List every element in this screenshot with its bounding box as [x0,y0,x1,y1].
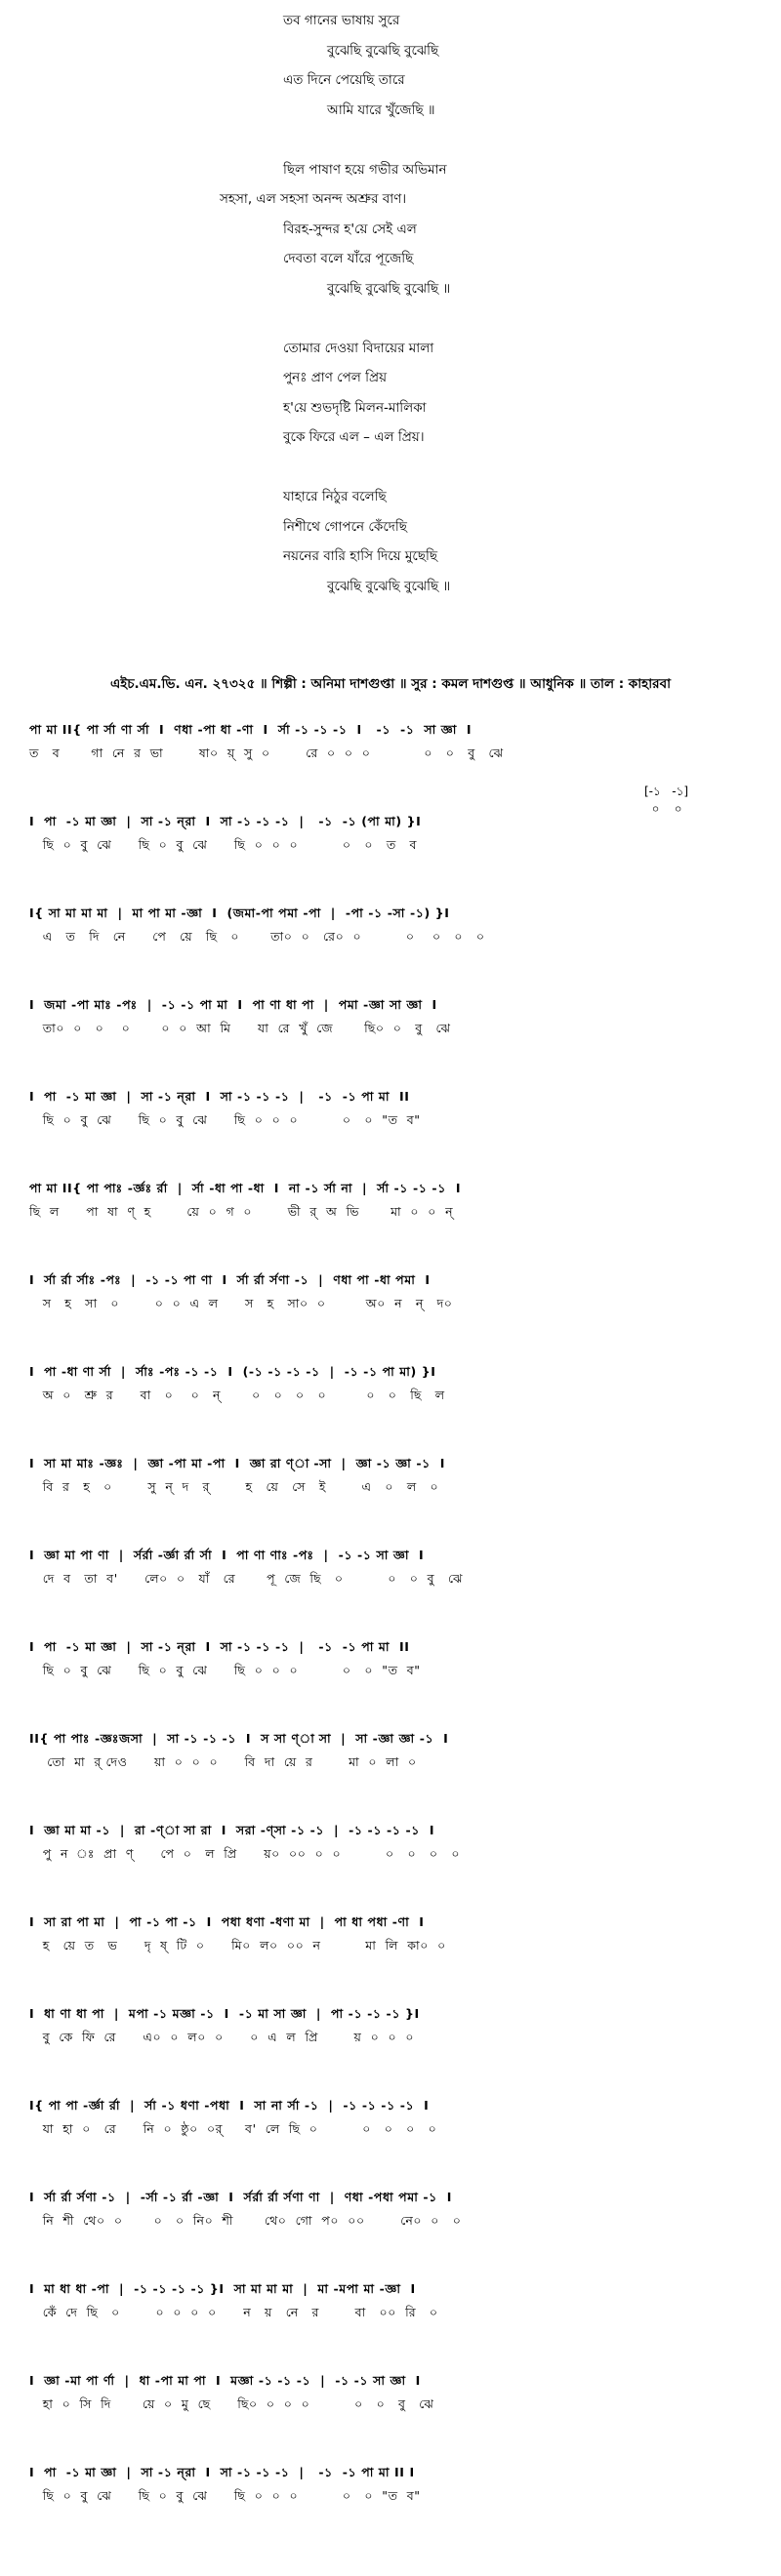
notation-row [0,997,781,1056]
notation-row [0,2373,781,2432]
notation-row [0,1548,781,1606]
swara-line: I জমা -পা মাঃ -পঃ | -১ -১ পা মা I পা ণা ধা পা | পমা -জ্ঞা সা জ্ঞা I [29,997,437,1012]
lyric-line: ছিল পাষাণ হয়ে গভীর অভিমান [283,161,447,178]
notation-row [0,1089,781,1147]
notation-row [0,906,781,964]
bani-line: যা হা ০ রে নি ০ ষ্ঠু০ ০র্ ব' লে ছি ০ ০ ০ ০ ০ [29,2121,437,2136]
notation-row [0,1456,781,1514]
bani-line: পু ন ঃ প্রা ণ্ পে ০ ল প্রি য়০ ০০ ০ ০ ০ ০ ০ ০ [29,1846,461,1861]
notation-row [0,722,781,781]
bani-line: ছি ০ বু ঝে ছি ০ বু ঝে ছি ০ ০ ০ ০ ০ ত ব [29,837,418,852]
swara-line: I{ সা মা মা মা | মা পা মা -জ্ঞা I (জমা-পা পমা -পা | -পা -১ -সা -১) }I [29,906,450,920]
notation-row [0,2281,781,2340]
lyric-line: পুনঃ প্রাণ পেল প্রিয় [283,370,388,385]
bani-line: স হ সা ০ ০ ০ এ ল স হ সা০ ০ অ০ ন ন্ দ০ [29,1296,453,1310]
swara-line: I র্সা র্রা র্সাঃ -পঃ | -১ -১ পা ণা I র্সা র্রা র্সণা -১ | ণধা পা -ধা পমা I [29,1272,431,1287]
lyric-line: যাহারে নিঠুর বলেছি [283,489,387,504]
bani-line: দে ব তা ব' লে০ ০ যাঁ রে পূ জে ছি ০ ০ ০ বু ঝে [29,1571,464,1586]
bani-line: কেঁ দে ছি ০ ০ ০ ০ ০ ন য় নে র বা ০০ রি ০ [29,2305,438,2319]
swara-line: I পা -ধা ণা র্সা | র্সাঃ -পঃ -১ -১ I (-১ -১ -১ -১ | -১ -১ পা মা) }I [29,1364,436,1379]
notation-row [0,1639,781,1698]
lyric-line: এত দিনে পেয়েছি তারে [283,72,405,88]
lyric-line: হ'য়ে শুভদৃষ্টি মিলন-মালিকা [283,399,427,416]
song-credit-line: এইচ.এম.ভি. এন. ২৭৩২৫ ॥ শিল্পী : অনিমা দাশগুপ্তা ॥ সুর : কমল দাশগুপ্ত ॥ আধুনিক ॥ তাল : কাহারবা [109,676,672,692]
bani-line: বি র হ ০ সু ন্ দ র্ হ য়ে সে ই এ ০ ল ০ [29,1479,439,1494]
bani-line: হা ০ সি দি য়ে ০ মু ছে ছি০ ০ ০ ০ ০ ০ বু ঝে [29,2396,434,2411]
lyric-line: বুঝেছি বুঝেছি বুঝেছি ॥ [327,280,451,297]
swara-line: I ধা ণা ধা পা | মপা -১ মজ্ঞা -১ I -১ মা সা জ্ঞা | পা -১ -১ -১ }I [29,2006,420,2021]
swara-line: I পা -১ মা জ্ঞা | সা -১ ন্‌রা I সা -১ -১ -১ | -১ -১ পা মা II I [29,2465,415,2479]
lyric-line: বুঝেছি বুঝেছি বুঝেছি [327,42,439,59]
bani-line: অ ০ শ্রু র বা ০ ০ ন্ ০ ০ ০ ০ ০ ০ ছি ল [29,1388,445,1402]
lyric-line: তব গানের ভাষায় সুরে [283,13,400,28]
swara-line: পা মা II{ পা পাঃ -র্জ্ঞঃ র্রা | র্সা -ধা পা -ধা I না -১ র্সা না | র্সা -১ -১ -১ I [29,1181,462,1195]
swara-line: I{ পা পা -র্জ্ঞা র্রা | র্সা -১ ধণা -পধা I সা না র্সা -১ | -১ -১ -১ -১ I [29,2098,430,2113]
notation-row [0,2006,781,2065]
lyric-line: নিশীথে গোপনে কেঁদেছি [283,518,407,535]
swara-line: I পা -১ মা জ্ঞা | সা -১ ন্‌রা I সা -১ -১ -১ | -১ -১ পা মা II [29,1089,410,1104]
bani-line: ছি ০ বু ঝে ছি ০ বু ঝে ছি ০ ০ ০ ০ ০ "ত ব" [29,1112,421,1127]
bani-line: তা০ ০ ০ ০ ০ ০ আ মি যা রে খুঁ জে ছি০ ০ বু ঝে [29,1021,451,1035]
swara-line: II{ পা পাঃ -জ্ঞঃজসা | সা -১ -১ -১ I স সা ণ্‌া সা | সা -জ্ঞা জ্ঞা -১ I [29,1731,449,1746]
bani-line: ছি ল পা ষা ণ্ হ য়ে ০ গ ০ ভী র্ অ ভি মা ০ ০ ন্ [29,1204,454,1219]
swara-line: I মা ধা ধা -পা | -১ -১ -১ -১ }I সা মা মা মা | মা -মপা মা -জ্ঞা I [29,2281,416,2296]
swara-line: I পা -১ মা জ্ঞা | সা -১ ন্‌রা I সা -১ -১ -১ | -১ -১ পা মা II [29,1639,410,1654]
bani-line: ত ব গা নে র ভা ষা০ য়্ সু ০ রে ০ ০ ০ ০ ০ বু ঝে [29,745,504,760]
bani-line: ছি ০ বু ঝে ছি ০ বু ঝে ছি ০ ০ ০ ০ ০ "ত ব" [29,2488,421,2503]
notation-row [0,2190,781,2248]
bani-line: হ য়ে ত ভ দৃ ষ্ টি ০ মি০ ল০ ০০ ন মা লি কা০ ০ [29,1938,446,1952]
swara-line: পা মা II{ পা র্সা ণা র্সা I ণধা -পা ধা -ণা I র্সা -১ -১ -১ I -১ -১ সা জ্ঞা I [29,722,473,737]
notation-row [0,1914,781,1973]
bani-line: বু কে ফি রে এ০ ০ ল০ ০ ০ এ ল প্রি য় ০ ০ ০ [29,2030,415,2044]
lyric-line: আমি যারে খুঁজেছি ॥ [327,101,435,118]
bani-line: এ ত দি নে পে য়ে ছি ০ তা০ ০ রে০ ০ ০ ০ ০ ০ [29,929,485,944]
alternate-notation: [-১ -১] ০ ০ [644,785,689,816]
lyric-line: তোমার দেওয়া বিদায়ের মালা [283,340,434,356]
notation-row [0,1364,781,1423]
swara-line: I জ্ঞা মা পা ণা | র্সর্রা -র্জ্ঞা র্রা র্সা I পা ণা ণাঃ -পঃ | -১ -১ সা জ্ঞা I [29,1548,425,1562]
notation-row [0,2098,781,2156]
notation-row [0,785,781,872]
lyric-line: দেবতা বলে যাঁরে পূজেছি [283,251,414,266]
bani-line: নি শী থে০ ০ ০ ০ নি০ শী থে০ গো প০ ০০ নে০ ০ ০ [29,2213,462,2228]
notation-row [0,1731,781,1790]
lyric-line: সহসা, এল সহসা অনন্দ অশ্রুর বাণ। [220,191,407,207]
bani-line: তো মা র্ দেও য়া ০ ০ ০ বি দা য়ে র মা ০ লা ০ [29,1754,417,1769]
notation-row [0,1272,781,1331]
swara-line: I জ্ঞা -মা পা র্ণা | ধা -পা মা পা I মজ্ঞা -১ -১ -১ | -১ -১ সা জ্ঞা I [29,2373,421,2388]
swara-line: I জ্ঞা মা মা -১ | রা -ণ্‌া সা রা I সরা -ণ্‌সা -১ -১ | -১ -১ -১ -১ I [29,1823,435,1837]
lyric-line: বিরহ-সুন্দর হ'য়ে সেই এল [283,221,417,237]
lyric-line: নয়নের বারি হাসি দিয়ে মুছেছি [283,548,438,564]
bani-line: ছি ০ বু ঝে ছি ০ বু ঝে ছি ০ ০ ০ ০ ০ "ত ব" [29,1663,421,1677]
swara-line: I র্সা র্রা র্সণা -১ | -র্সা -১ র্রা -জ্ঞা I র্সর্রা র্রা র্সণা ণা | ণধা -পধা পমা -১ I [29,2190,453,2204]
lyric-line: বুকে ফিরে এল – এল প্রিয়। [283,429,425,445]
notation-row [0,2465,781,2523]
notation-row [0,1823,781,1881]
swara-line: I সা রা পা মা | পা -১ পা -১ I পধা ধণা -ধণা মা | পা ধা পধা -ণা I [29,1914,425,1929]
lyric-line: বুঝেছি বুঝেছি বুঝেছি ॥ [327,578,451,594]
swara-line: I সা মা মাঃ -জ্ঞঃ | জ্ঞা -পা মা -পা I জ্ঞা রা ণ্‌া -সা | জ্ঞা -১ জ্ঞা -১ I [29,1456,446,1470]
swara-line: I পা -১ মা জ্ঞা | সা -১ ন্‌রা I সা -১ -১ -১ | -১ -১ (পা মা) }I [29,814,422,828]
notation-row [0,1181,781,1239]
